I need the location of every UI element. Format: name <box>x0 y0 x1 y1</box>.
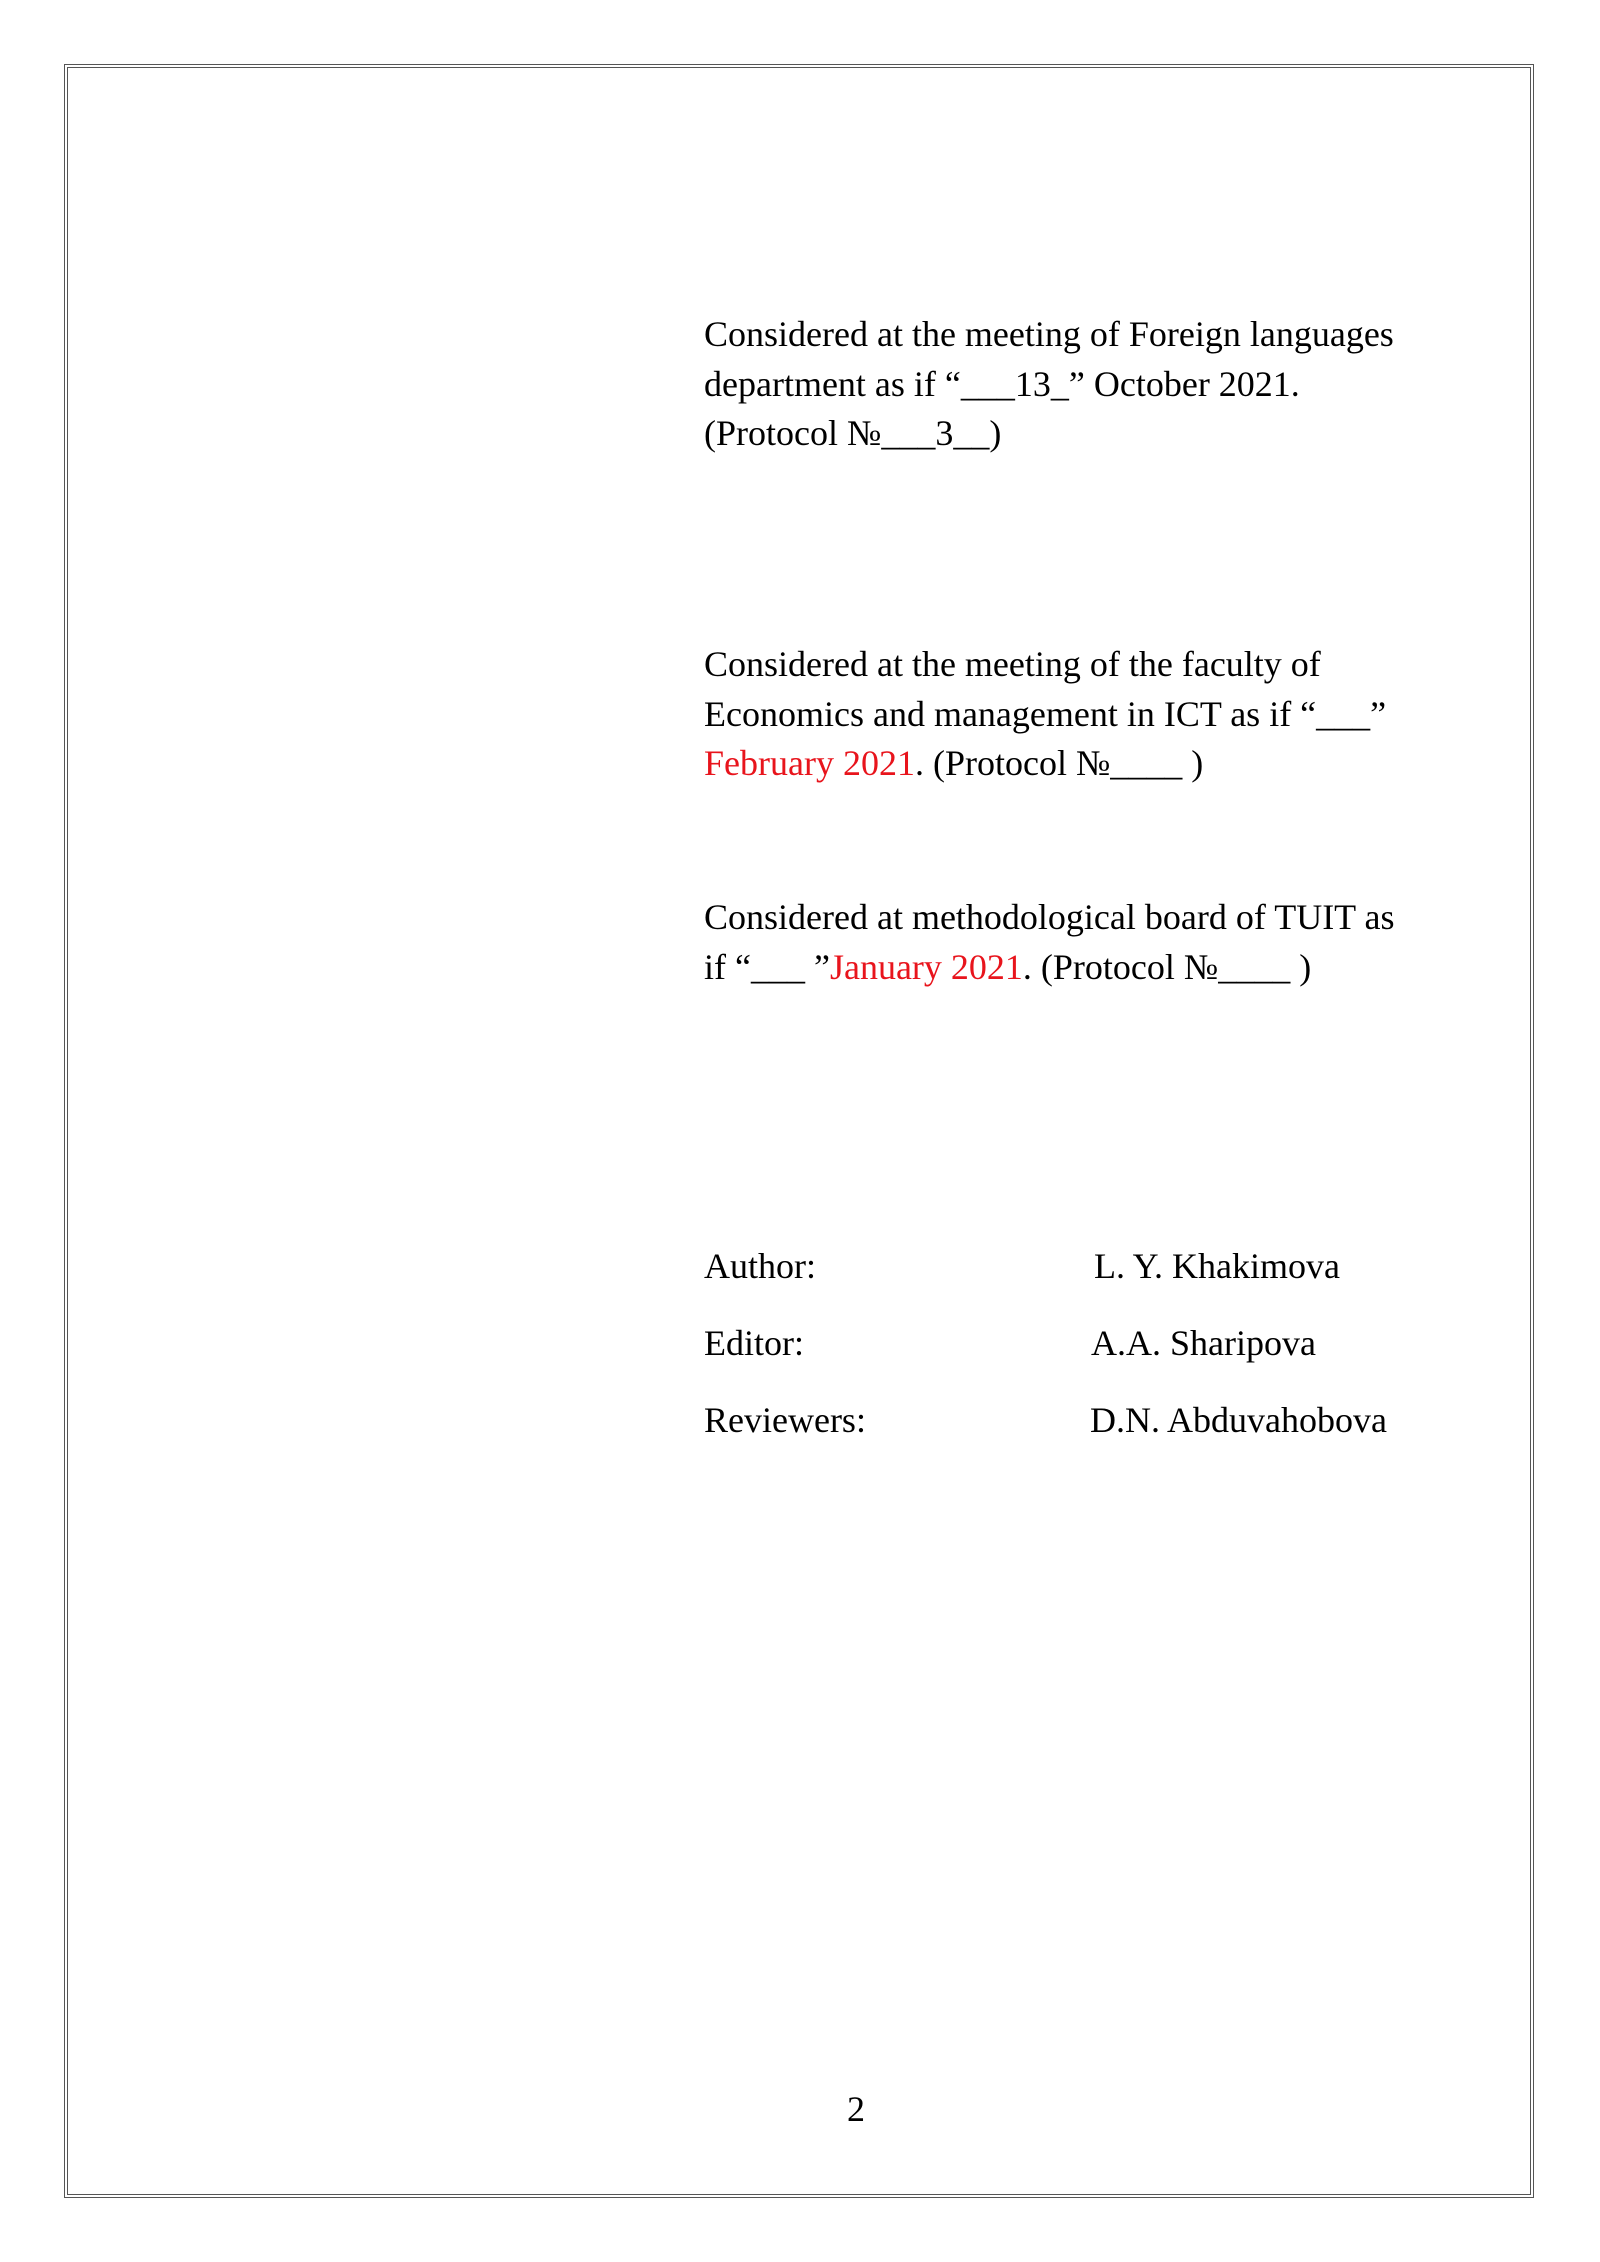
approval-protocol-text: . (Protocol №____ ) <box>914 743 1204 783</box>
approval-line <box>704 739 1454 789</box>
approval-date-prefix: if “___ ” <box>704 946 830 987</box>
credits-list <box>704 1245 1464 1476</box>
approval-date-highlight: February 2021 <box>704 743 915 783</box>
credit-role: Reviewers: <box>704 1400 866 1440</box>
page-number: 2 <box>847 2089 865 2129</box>
methodological-board-approval <box>704 893 1454 992</box>
credit-row-author <box>704 1245 1464 1322</box>
credit-name: L. Y. Khakimova <box>1094 1246 1340 1286</box>
approval-line: department as if “___13_” October 2021. <box>704 363 1300 404</box>
approval-line: Considered at the meeting of Foreign languages <box>704 314 1394 354</box>
approval-line <box>704 943 1454 993</box>
approval-line: Considered at methodological board of TUIT as <box>704 897 1395 937</box>
approval-date-highlight: January 2021 <box>829 946 1023 987</box>
foreign-languages-approval <box>704 310 1454 459</box>
credit-role: Editor: <box>704 1323 804 1363</box>
approval-line: (Protocol №___3__) <box>704 413 1002 453</box>
credit-row-reviewers <box>704 1399 1464 1476</box>
faculty-approval <box>704 640 1454 789</box>
credit-name: A.A. Sharipova <box>1091 1323 1316 1363</box>
approval-line: Considered at the meeting of the faculty of <box>704 644 1321 684</box>
credit-row-editor <box>704 1322 1464 1399</box>
credit-role: Author: <box>704 1246 816 1286</box>
approval-line: Economics and management in ICT as if “___” <box>704 693 1387 734</box>
approval-protocol-text: . (Protocol №____ ) <box>1022 946 1312 987</box>
credit-name: D.N. Abduvahobova <box>1090 1400 1387 1440</box>
